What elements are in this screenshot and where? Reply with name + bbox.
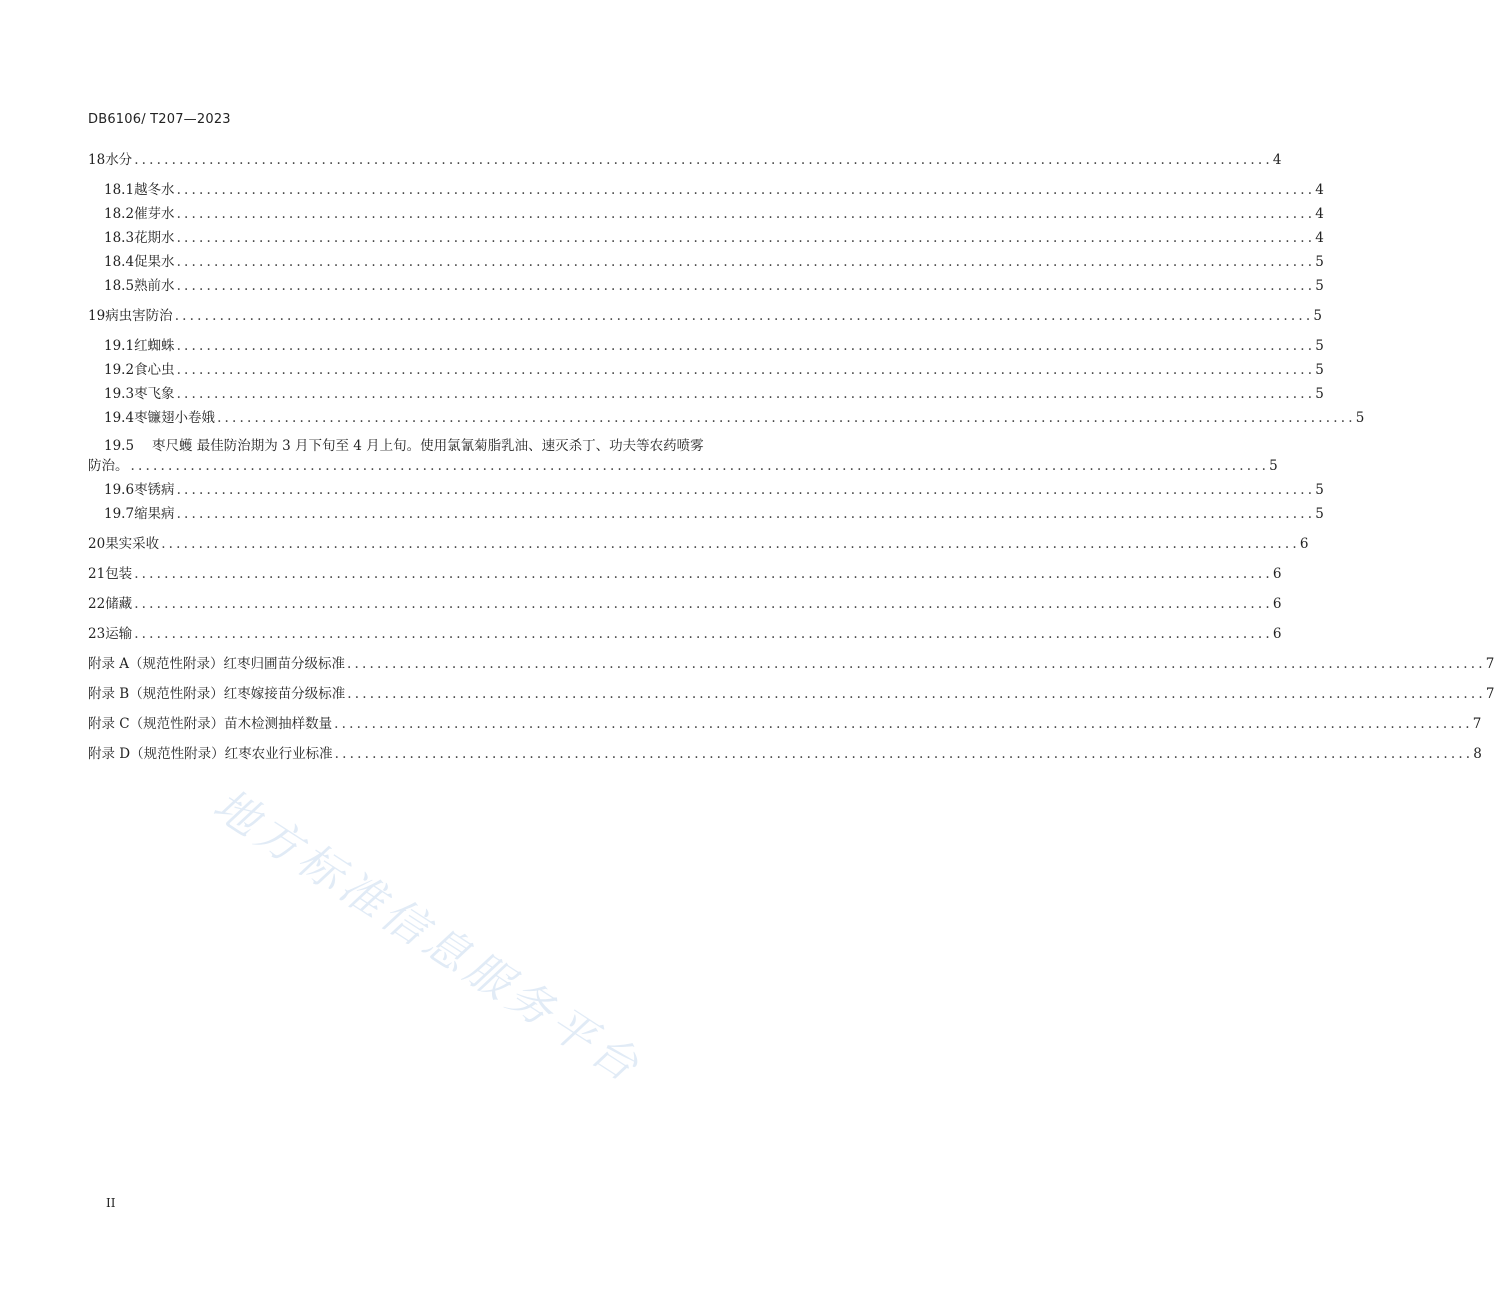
- toc-leader: ........................................................................................................................................................: [161, 536, 1300, 552]
- toc-leader: ........................................................................................................................................................: [176, 230, 1316, 246]
- toc-title: 红枣农业行业标准: [224, 746, 333, 762]
- toc-page: 5: [1315, 362, 1324, 378]
- toc-title: 枣锈病: [134, 482, 175, 498]
- toc-entry[interactable]: [88, 382, 1324, 402]
- toc-appendix-entry[interactable]: [88, 652, 1494, 672]
- toc-page: 4: [1315, 230, 1324, 246]
- toc-number: 18: [88, 152, 106, 168]
- toc-number: 22: [88, 596, 106, 612]
- toc-entry[interactable]: [88, 478, 1324, 498]
- toc-leader: ........................................................................................................................................................: [217, 410, 1356, 426]
- toc-leader: ........................................................................................................................................................: [347, 686, 1486, 702]
- toc-page: 5: [1315, 254, 1324, 270]
- toc-number: 19.6: [104, 482, 135, 498]
- toc-appendix-entry[interactable]: [88, 712, 1482, 732]
- toc-page: 5: [1315, 386, 1324, 402]
- toc-leader: ........................................................................................................................................................: [176, 182, 1316, 198]
- toc-leader: ........................................................................................................................................................: [176, 362, 1316, 378]
- toc-entry[interactable]: [88, 358, 1324, 378]
- toc-page: 5: [1355, 410, 1365, 426]
- toc-title: 缩果病: [134, 506, 175, 522]
- toc-title: 包装: [105, 566, 133, 582]
- toc-title: 催芽水: [134, 206, 175, 222]
- appendix-label: 附录 A（规范性附录）: [88, 656, 224, 672]
- toc-appendix-entry[interactable]: [88, 742, 1482, 762]
- toc-page: 4: [1272, 152, 1282, 168]
- toc-title: 枣镰翅小卷娥: [134, 410, 216, 426]
- toc-entry[interactable]: [88, 334, 1324, 354]
- toc-page: 4: [1315, 182, 1324, 198]
- toc-title: 枣飞象: [134, 386, 175, 402]
- toc-leader: ........................................................................................................................................................: [134, 566, 1273, 582]
- toc-number: 19.5: [104, 438, 135, 454]
- toc-number: 19.2: [104, 362, 135, 378]
- toc-number: 23: [88, 626, 106, 642]
- toc-leader: ........................................................................................................................................................: [347, 656, 1486, 672]
- toc-entry[interactable]: [88, 226, 1324, 246]
- toc-entry-wrapped-first-line[interactable]: [104, 434, 814, 454]
- toc-entry[interactable]: [88, 178, 1324, 198]
- toc-title: 运输: [105, 626, 133, 642]
- toc-title: 促果水: [134, 254, 175, 270]
- toc-entry[interactable]: [88, 274, 1324, 294]
- toc-entry[interactable]: [88, 562, 1282, 582]
- toc-page: 5: [1269, 458, 1278, 474]
- toc-leader: ........................................................................................................................................................: [176, 338, 1316, 354]
- toc-leader: ........................................................................................................................................................: [334, 716, 1473, 732]
- toc-entry[interactable]: [88, 592, 1282, 612]
- toc-title: 红枣嫁接苗分级标准: [223, 686, 346, 702]
- toc-leader: ........................................................................................................................................................: [176, 482, 1316, 498]
- appendix-label: 附录 B（规范性附录）: [88, 686, 224, 702]
- toc-appendix-entry[interactable]: [88, 682, 1494, 702]
- toc-title: 苗木检测抽样数量: [224, 716, 333, 732]
- toc-entry[interactable]: [88, 622, 1282, 642]
- toc-leader: ........................................................................................................................................................: [134, 596, 1273, 612]
- toc-entry[interactable]: [88, 202, 1324, 222]
- toc-title: 花期水: [134, 230, 175, 246]
- toc-page: 8: [1473, 746, 1482, 762]
- toc-number: 18.4: [104, 254, 135, 270]
- toc-page: 5: [1315, 338, 1324, 354]
- appendix-label: 附录 C（规范性附录）: [88, 716, 225, 732]
- toc-title: 红枣归圃苗分级标准: [223, 656, 346, 672]
- toc-title: 储藏: [105, 596, 133, 612]
- toc-page: 6: [1272, 566, 1282, 582]
- toc-entry[interactable]: [88, 304, 1322, 324]
- toc-number: 19: [88, 308, 106, 324]
- toc-leader: ........................................................................................................................................................: [176, 278, 1316, 294]
- toc-title: 果实采收: [105, 536, 160, 552]
- toc-title: 病虫害防治: [105, 308, 173, 324]
- toc-title: 食心虫: [134, 362, 175, 378]
- watermark-text: 地方标准信息服务平台: [204, 779, 652, 1095]
- toc-number: 19.1: [104, 338, 135, 354]
- toc-leader: ........................................................................................................................................................: [134, 626, 1273, 642]
- toc-number: 18.2: [104, 206, 135, 222]
- toc-title: 越冬水: [134, 182, 175, 198]
- toc-leader: ........................................................................................................................................................: [174, 308, 1314, 324]
- appendix-label: 附录 D（规范性附录）: [88, 746, 225, 762]
- toc-entry[interactable]: [88, 406, 1365, 426]
- toc-page: 4: [1315, 206, 1324, 222]
- toc-page: 5: [1315, 278, 1324, 294]
- toc-page: 7: [1485, 686, 1494, 702]
- toc-page: 5: [1315, 506, 1324, 522]
- toc-page: 6: [1299, 536, 1309, 552]
- toc-page: 5: [1315, 482, 1324, 498]
- toc-number: 19.4: [104, 410, 135, 426]
- toc-page: 5: [1313, 308, 1322, 324]
- toc-page: 7: [1485, 656, 1494, 672]
- toc-entry[interactable]: [88, 148, 1282, 168]
- toc-number: 18.1: [104, 182, 135, 198]
- toc-leader: ........................................................................................................................................................: [176, 254, 1316, 270]
- toc-leader: ........................................................................................................................................................: [130, 458, 1270, 474]
- toc-entry[interactable]: [88, 250, 1324, 270]
- toc-number: 18.3: [104, 230, 135, 246]
- toc-leader: ........................................................................................................................................................: [176, 206, 1316, 222]
- toc-number: 19.7: [104, 506, 135, 522]
- toc-number: 18.5: [104, 278, 135, 294]
- toc-leader: ........................................................................................................................................................: [176, 386, 1316, 402]
- toc-leader: ........................................................................................................................................................: [334, 746, 1474, 762]
- toc-title: 水分: [105, 152, 133, 168]
- toc-page: 6: [1272, 596, 1282, 612]
- toc-entry[interactable]: [88, 532, 1309, 552]
- toc-title-continuation: 防治。: [88, 458, 129, 474]
- toc-leader: ........................................................................................................................................................: [134, 152, 1273, 168]
- toc-entry-wrapped-continuation[interactable]: [88, 454, 1278, 474]
- toc-number: 19.3: [104, 386, 135, 402]
- toc-page: 6: [1272, 626, 1282, 642]
- toc-title: 枣尺蠖 最佳防治期为 3 月下旬至 4 月上旬。使用氯氰菊脂乳油、速灭杀丁、功夫等农药喷雾: [152, 438, 704, 454]
- toc-page: 7: [1472, 716, 1482, 732]
- toc-entry[interactable]: [88, 502, 1324, 522]
- page-number: II: [106, 1196, 116, 1210]
- toc-title: 红蜘蛛: [134, 338, 175, 354]
- toc-title: 熟前水: [134, 278, 175, 294]
- document-code: DB6106/ T207—2023: [88, 112, 231, 127]
- toc-leader: ........................................................................................................................................................: [176, 506, 1316, 522]
- toc-number: 21: [88, 566, 106, 582]
- toc-number: 20: [88, 536, 106, 552]
